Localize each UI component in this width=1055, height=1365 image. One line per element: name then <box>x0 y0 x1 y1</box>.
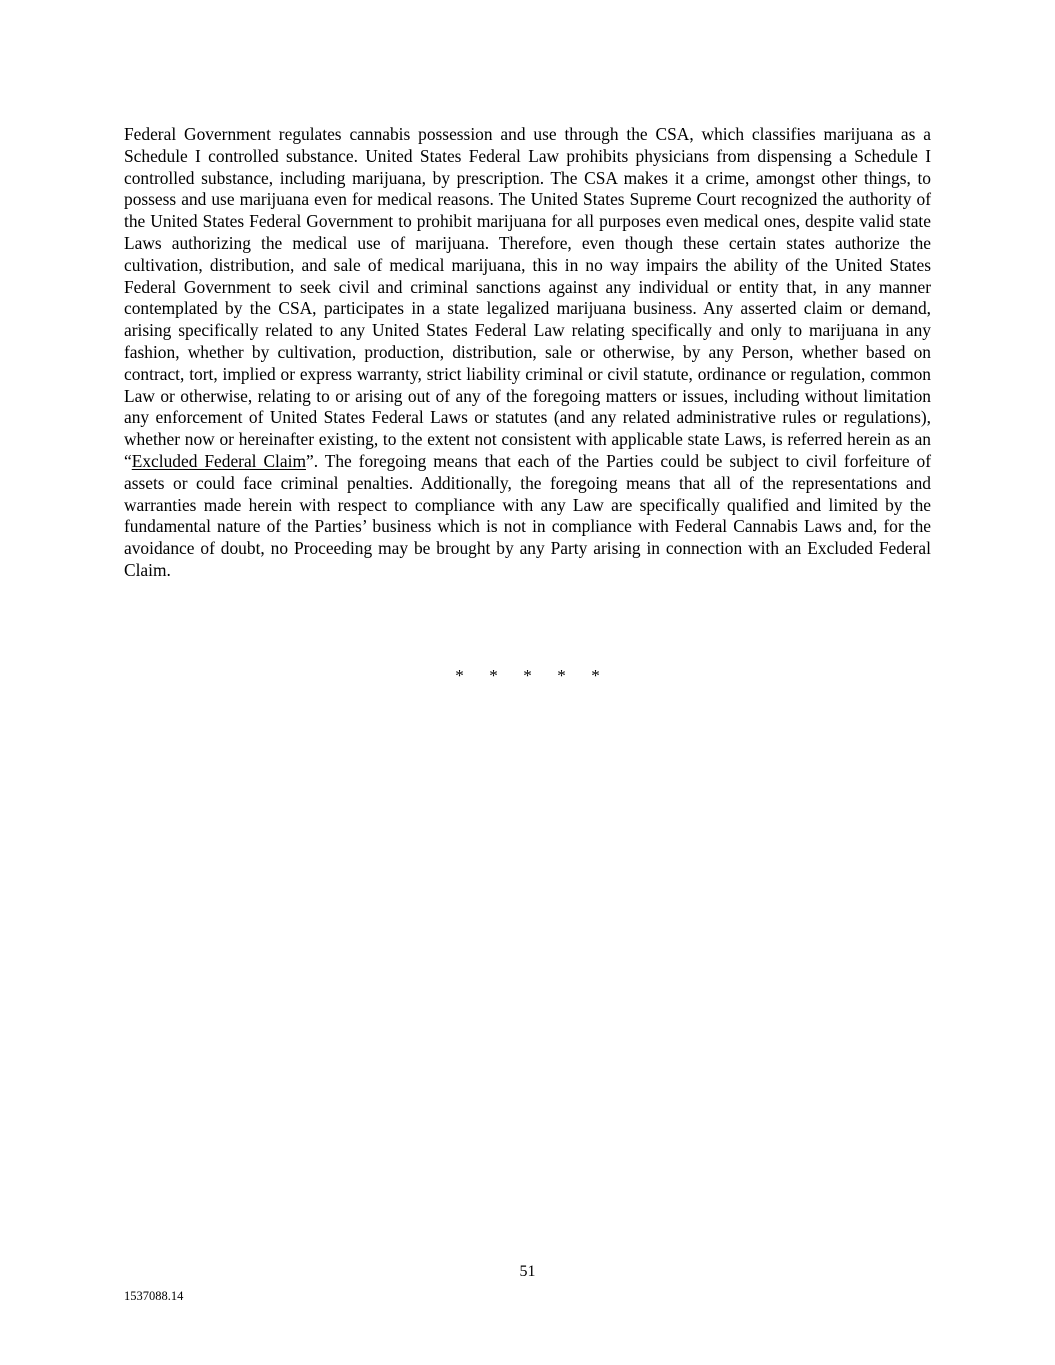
separator-asterisk: * <box>523 666 532 685</box>
defined-term-excluded-federal-claim: Excluded Federal Claim <box>131 450 306 471</box>
paragraph-text-before-term: Federal Government regulates cannabis possession and use through the CSA, which classifies marijuana as a Schedule I controlled substance. United States Federal Law prohibits physicians from dispensing a Schedule I controlled substance, including marijuana, by prescription. The CSA makes it a crime, amongst other things, to possess and use marijuana even for medical reasons. The United States Supreme Court recognized the authority of the United States Federal Government to prohibit marijuana for all purposes even medical ones, despite valid state Laws authorizing the medical use of marijuana. Therefore, even though these certain states authorize the cultivation, distribution, and sale of medical marijuana, this in no way impairs the ability of the United States Federal Government to seek civil and criminal sanctions against any individual or entity that, in any manner contemplated by the CSA, participates in a state legalized marijuana business. Any asserted claim or demand, arising specifically related to any United States Federal Law relating specifically and only to marijuana in any fashion, whether by cultivation, production, distribution, sale or otherwise, by any Person, whether based on contract, tort, implied or express warranty, strict liability criminal or civil statute, ordinance or regulation, common Law or otherwise, relating to or arising out of any of the foregoing matters or issues, including without limitation any enforcement of United States Federal Laws or statutes (and any related administrative rules or regulations), whether now or hereinafter existing, to the extent not consistent with applicable state Laws, is referred herein as an “ <box>124 124 931 471</box>
separator-asterisk: * <box>489 666 498 685</box>
separator-asterisk: * <box>591 666 600 685</box>
document-id: 1537088.14 <box>124 1289 184 1303</box>
separator-asterisk: * <box>455 666 464 685</box>
page-number: 51 <box>519 1263 536 1280</box>
paragraph-text-after-term: ”. The foregoing means that each of the Parties could be subject to civil forfeiture of assets or could face criminal penalties. Additionally, the foregoing means that all of the representations and warranties made herein with respect to compliance with any Law are specifically qualified and limited by the fundamental nature of the Parties’ business which is not in compliance with Federal Cannabis Laws and, for the avoidance of doubt, no Proceeding may be brought by any Party arising in connection with an Excluded Federal Claim. <box>124 450 931 580</box>
separator-asterisk: * <box>557 666 566 685</box>
section-end-separator <box>0 666 1055 686</box>
body-paragraph <box>124 124 931 582</box>
